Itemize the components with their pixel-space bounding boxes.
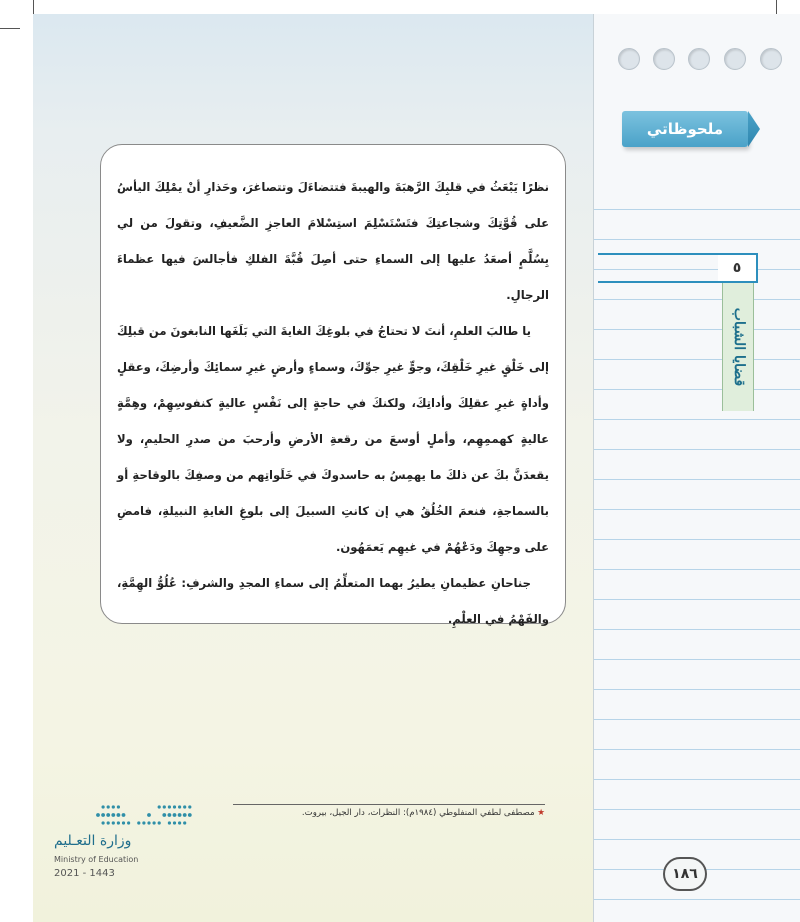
logo-dot: [153, 821, 156, 824]
ministry-logo-icon: [94, 801, 194, 831]
logo-dot: [137, 821, 140, 824]
notes-sidebar: [593, 14, 800, 922]
logo-dot: [183, 805, 186, 808]
footnote: [233, 808, 545, 818]
logo-dot: [122, 813, 126, 817]
logo-dot: [147, 813, 151, 817]
reading-text: [117, 169, 549, 637]
unit-title: قضايا الشباب: [731, 307, 747, 387]
logo-dot: [107, 805, 110, 808]
logo-dot: [111, 813, 115, 817]
binder-hole-icon: [618, 48, 640, 70]
crop-mark: [33, 0, 34, 14]
page-number: ١٨٦: [663, 857, 707, 891]
ministry-name-english: Ministry of Education: [54, 855, 139, 864]
logo-dot: [158, 821, 161, 824]
logo-dot: [96, 813, 100, 817]
binder-hole-icon: [760, 48, 782, 70]
logo-dot: [168, 805, 171, 808]
binder-hole-icon: [724, 48, 746, 70]
logo-dot: [168, 813, 172, 817]
unit-number: ٥: [718, 253, 758, 283]
logo-dot: [183, 821, 186, 824]
logo-dot: [107, 821, 110, 824]
unit-rule: [598, 253, 718, 255]
logo-dot: [117, 805, 120, 808]
notes-header-area: [594, 14, 800, 180]
logo-dot: [183, 813, 187, 817]
logo-dot: [117, 821, 120, 824]
logo-dot: [112, 805, 115, 808]
ministry-year: 2021 - 1443: [54, 868, 115, 879]
logo-dot: [178, 821, 181, 824]
logo-dot: [102, 805, 105, 808]
logo-dot: [178, 805, 181, 808]
logo-dot: [106, 813, 110, 817]
logo-dot: [101, 813, 105, 817]
logo-dot: [127, 821, 130, 824]
footnote-rule: [233, 804, 545, 805]
logo-dot: [112, 821, 115, 824]
paragraph: يا طالبَ العلمِ، أنتَ لا تحتاجُ في بلوغِكَ الغايةَ التي بَلَغَها النابغونَ من قبلِكَ إلى خَلْقٍ غيرِ خَلْقِكَ، وجوٍّ غيرِ جوِّكَ، وسماءٍ وأرضٍ غيرِ سمائِكَ وأرضِكَ، وعقلٍ وأداةٍ غيرِ عقلِكَ وأداتِكَ، ولكنكَ في حاجةٍ إلى نَفْسٍ عاليةٍ كنفوسِهِمْ، وهِمَّةٍ عاليةٍ كهممِهِم، وأملٍ أوسعَ من رقعةِ الأرضِ وأرحبَ من صدرِ الحليمِ، ولا يقعدَنَّ بكَ عن ذلكَ ما يهمِسُ به حاسدوكَ في خَلَواتِهم من وصفِكَ بالوقاحةِ أو بالسماجةِ، فنعمَ الخُلُقُ هي إن كانتِ السبيلَ إلى بلوغِ الغايةِ النبيلةِ، فامضِ على وجهِكَ ودَعْهُمْ في غيهِم يَعمَهُون.: [117, 324, 549, 554]
paragraph: جناحانِ عظيمانِ يطيرُ بهما المتعلِّمُ إلى سماءِ المجدِ والشرفِ: عُلُوُّ الهِمَّةِ، والفَهْمُ في العلْمِ.: [117, 576, 549, 626]
ministry-name: وزارة التعـليم: [54, 833, 132, 849]
logo-dot: [102, 821, 105, 824]
crop-mark: [776, 0, 777, 14]
unit-rule: [598, 281, 718, 283]
logo-dot: [173, 813, 177, 817]
logo-dot: [122, 821, 125, 824]
star-icon: ★: [537, 808, 545, 818]
logo-dot: [173, 805, 176, 808]
crop-mark: [0, 28, 20, 29]
unit-title-strip: [722, 283, 754, 411]
footnote-text: مصطفى لطفي المنفلوطي (١٩٨٤م): النظرات، دار الجيل، بيروت.: [301, 808, 535, 818]
page-margin: [0, 0, 33, 922]
logo-dot: [168, 821, 171, 824]
paragraph: نظرًا يَبْعَثُ في قلبِكَ الرَّهبَةَ والهيبةَ فتتضاءَلَ وتتصاغرَ، وحَذارِ أنْ يمْلِكَ اليأسُ على قُوَّتِكَ وشجاعتِكَ فتَسْتَسْلِمَ استِسْلامَ العاجزِ الضَّعيفِ، وتقولَ من لي بِسُلَّمٍ أصعَدُ عليها إلى السماءِ حتى أصِلَ قُبَّةَ الفلكِ فأجالسَ فيها عظماءَ الرجالِ.: [117, 180, 549, 302]
logo-dot: [178, 813, 182, 817]
binder-hole-icon: [688, 48, 710, 70]
logo-dot: [188, 813, 192, 817]
logo-dot: [142, 821, 145, 824]
notes-label: ملحوظاتي: [622, 111, 748, 147]
logo-dot: [162, 813, 166, 817]
logo-dot: [173, 821, 176, 824]
logo-dot: [188, 805, 191, 808]
logo-dot: [158, 805, 161, 808]
logo-dot: [117, 813, 121, 817]
binder-hole-icon: [653, 48, 675, 70]
reading-text-box: [100, 144, 566, 624]
logo-dot: [163, 805, 166, 808]
logo-dot: [147, 821, 150, 824]
